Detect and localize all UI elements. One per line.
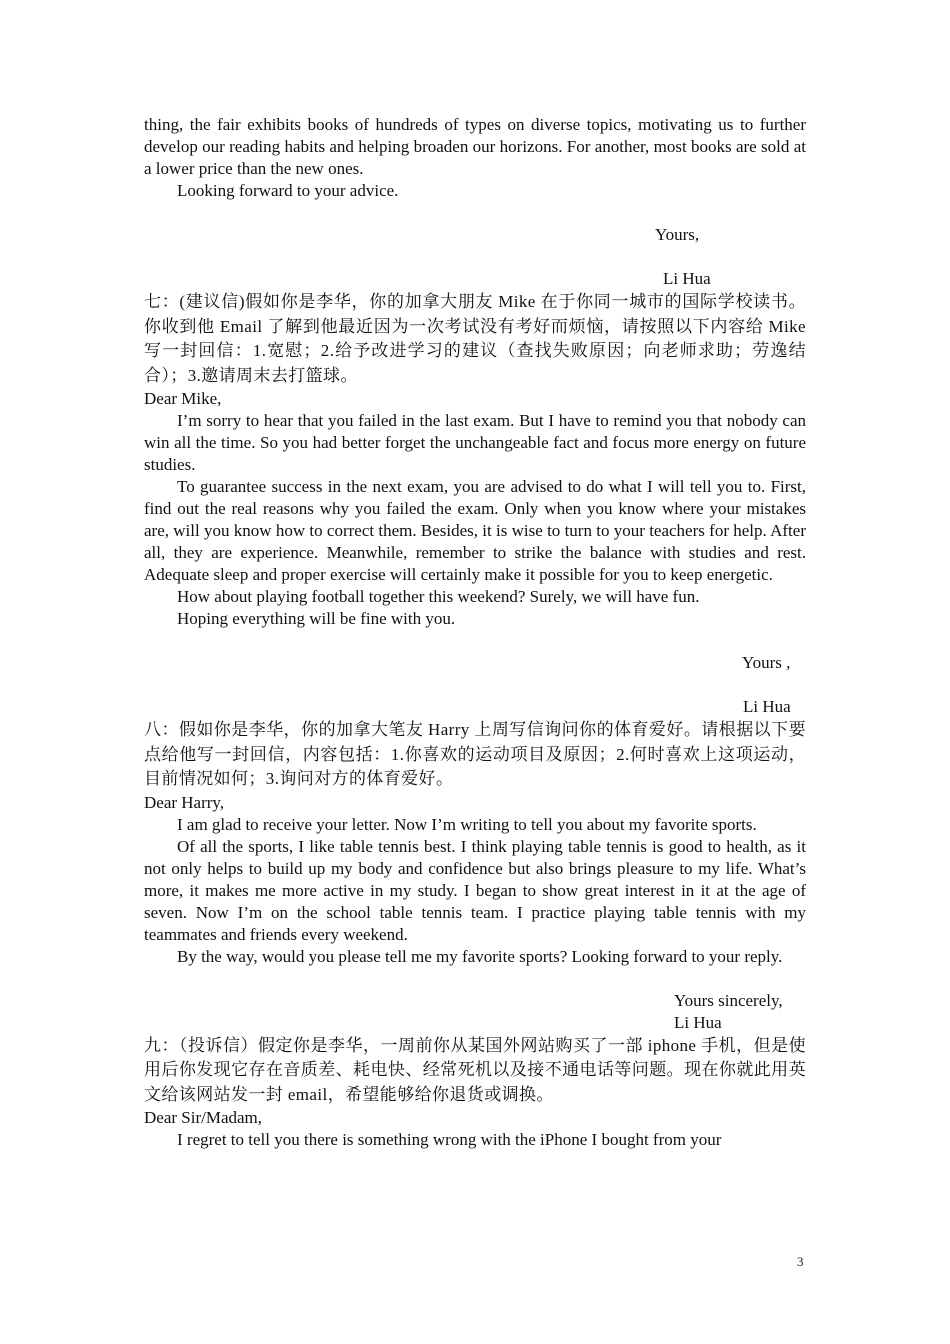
letter-paragraph: By the way, would you please tell me my favorite sports? Looking forward to your reply. (177, 946, 783, 966)
letter-salutation: Dear Sir/Madam, (144, 1108, 263, 1127)
letter-paragraph: I regret to tell you there is something wrong with the iPhone I bought from your (177, 1130, 722, 1149)
task-prompt-8: 八：假如你是李华，你的加拿大笔友 Harry 上周写信询问你的体育爱好。请根据以下要点给他写一封回信，内容包括：1.你喜欢的运动项目及原因；2.何时喜欢上这项运动，目前情况如何；3.询问对方的体育爱好。 (144, 720, 806, 788)
letter-signoff: Yours sincerely, (674, 990, 783, 1010)
page-content (144, 114, 806, 1151)
letter-signoff: Yours , (742, 653, 791, 672)
task-prompt-7: 七：(建议信)假如你是李华，你的加拿大朋友 Mike 在于你同一城市的国际学校读书。你收到他 Email 了解到他最近因为一次考试没有考好而烦恼，请按照以下内容给 Mike 写一封回信：1.宽慰；2.给予改进学习的建议（查找失败原因；向老师求助；劳逸结合）；3.邀请周末去打篮球。 (144, 292, 806, 385)
letter-paragraph: Of all the sports, I like table tennis best. I think playing table tennis is good to health, as it not only helps to build up my body and confidence but also brings pleasure to my life. What’s more, it makes me more active in my study. I began to show great interest in it at the age of seven. Now I’m on the school table tennis team. I practice playing table tennis with my teammates and friends every weekend. (144, 836, 806, 944)
letter-paragraph: I am glad to receive your letter. Now I’m writing to tell you about my favorite sports. (177, 814, 757, 834)
task-prompt-9: 九：（投诉信）假定你是李华，一周前你从某国外网站购买了一部 iphone 手机，但是使用后你发现它存在音质差、耗电快、经常死机以及接不通电话等问题。现在你就此用英文给该网站发一封 email，希望能够给你退货或调换。 (144, 1035, 806, 1104)
previous-letter-body: thing, the fair exhibits books of hundreds of types on diverse topics, motivating us to further develop our reading habits and helping broaden our horizons. For another, most books are sold at a lower price than the new ones. (144, 115, 806, 178)
page-number: 3 (797, 1254, 804, 1269)
previous-letter-signoff: Yours, (655, 225, 700, 244)
previous-letter-signature: Li Hua (663, 269, 711, 288)
letter-paragraph: Hoping everything will be fine with you. (177, 609, 456, 628)
letter-salutation: Dear Harry, (144, 792, 225, 812)
letter-paragraph: To guarantee success in the next exam, you are advised to do what I will tell you to. First, find out the real reasons why you failed the exam. Only when you know where your mistakes are, will you know how to correct them. Besides, it is wise to turn to your teachers for help. After all, they are experience. Meanwhile, remember to strike the balance with studies and rest. Adequate sleep and proper exercise will certainly make it possible for you to keep energetic. (144, 477, 806, 584)
letter-signature: Li Hua (674, 1012, 722, 1032)
letter-paragraph: I’m sorry to hear that you failed in the last exam. But I have to remind you that nobody can win all the time. So you had better forget the unchangeable fact and focus more energy on future studies. (144, 411, 806, 474)
letter-paragraph: How about playing football together this weekend? Surely, we will have fun. (177, 587, 700, 606)
letter-signature: Li Hua (743, 697, 791, 716)
previous-letter-closing-line: Looking forward to your advice. (177, 181, 399, 200)
letter-salutation: Dear Mike, (144, 389, 222, 408)
